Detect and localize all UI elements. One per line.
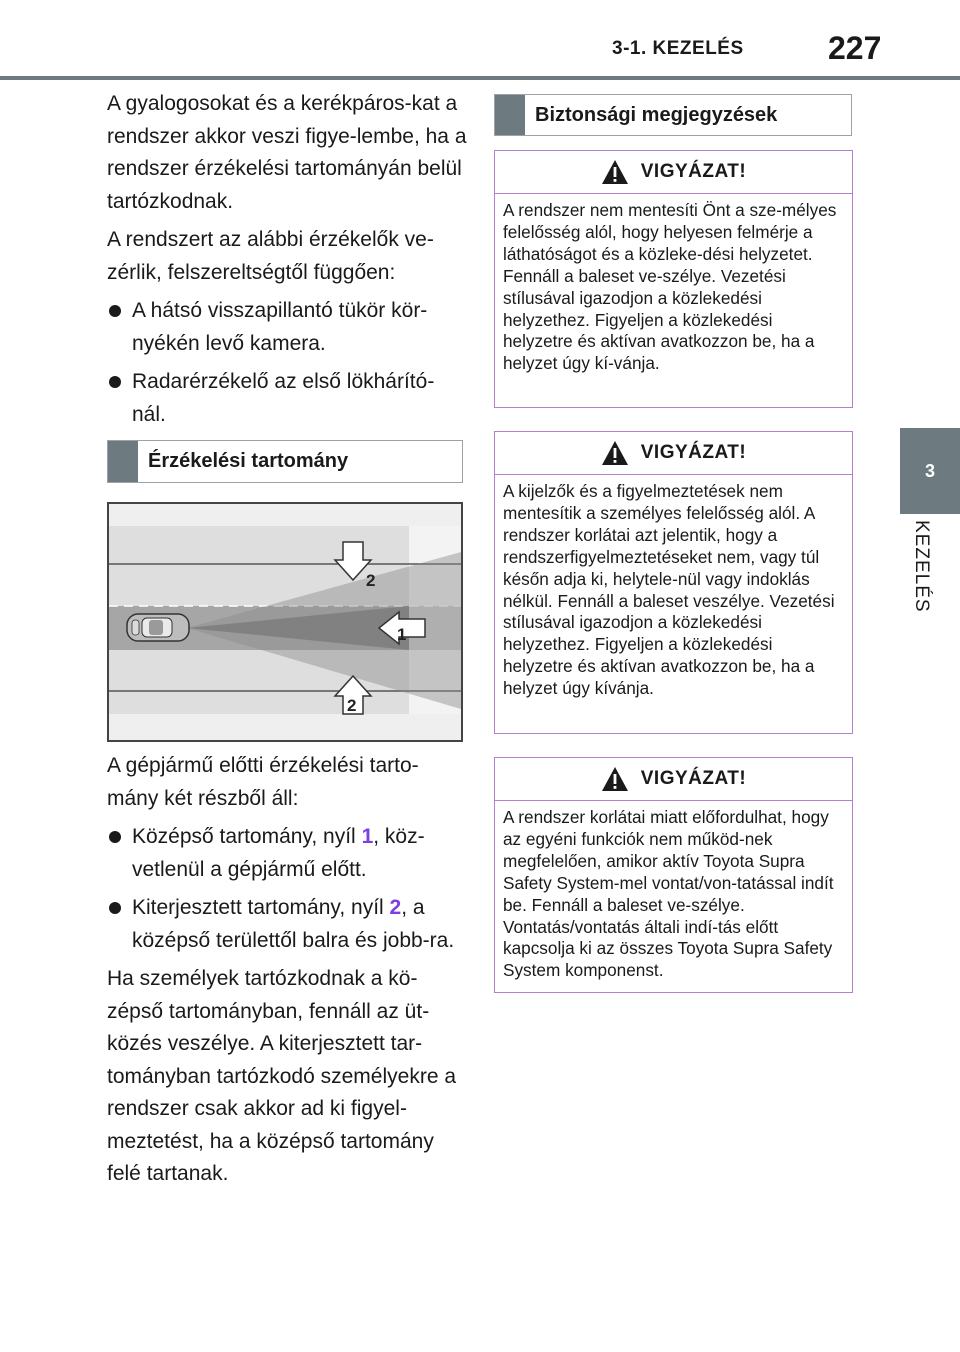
range-item-extended-number: 2 [389, 896, 402, 919]
intro-paragraph-2: A rendszert az alábbi érzékelők ve-zérlik, felszereltségtől függően: [107, 228, 434, 284]
warning-text: A kijelzők és a figyelmeztetések nem mentesítik a személyes felelősség alól. A rendszer korlátai azt jelentik, hogy a rendszerfigyelmeztetéseket nem, vagy túl későn adja ki, helytele-nül vagy indoklás nélkül. Fennáll a baleset veszélye. Vezetési stílusával igazodjon a közlekedési helyzethez. Figyeljen a közlekedési helyzetre és aktívan avatkozzon be, ha a helyzet úgy kívánja. [503, 481, 835, 699]
warning-triangle-icon [601, 766, 629, 792]
warning-title: VIGYÁZAT! [640, 161, 747, 182]
range-item-extended-prefix: Kiterjesztett tartomány, nyíl [132, 896, 390, 919]
detection-range-diagram [107, 502, 463, 742]
header-rule [0, 76, 960, 80]
range-heading-box [107, 440, 463, 483]
warning-box-2 [494, 431, 853, 734]
chapter-label-text: KEZELÉS [911, 520, 932, 613]
range-item-extended-suffix: , a középső területtől balra és jobb-ra. [132, 896, 455, 952]
range-item-central-suffix: , köz-vetlenül a gépjármű előtt. [132, 825, 425, 881]
range-item-extended [107, 892, 467, 957]
chapter-tab: 3 [900, 428, 960, 514]
warning-title: VIGYÁZAT! [640, 442, 747, 463]
sensor-item-camera: A hátsó visszapillantó tükör kör-nyékén levő kamera. [107, 295, 467, 360]
closing-paragraph: Ha személyek tartózkodnak a kö-zépső tartományban, fennáll az üt-közés veszélye. A kiterjesztett tar-tományban tartózkodó személyekre a rendszer csak akkor ad ki figyel-meztetést, ha a középső tartomány felé tartanak. [107, 967, 457, 1185]
range-heading: Érzékelési tartomány [148, 450, 349, 472]
safety-heading: Biztonsági megjegyzések [535, 103, 778, 126]
range-description-block [107, 750, 467, 1191]
range-item-central-number: 1 [361, 825, 374, 848]
arrow-top-label: 2 [366, 571, 376, 590]
heading-bar [495, 95, 525, 135]
intro-block [107, 88, 467, 431]
range-item-central [107, 821, 467, 886]
warning-header [495, 432, 852, 475]
page-number: 227 [828, 30, 882, 66]
warning-text: A rendszer nem mentesíti Önt a sze-mélyes felelősség alól, hogy helyesen felmérje a láthatóságot és a közleke-dési helyzetet. Fennáll a baleset ve-szélye. Vezetési stílusával igazodjon a közlekedési helyzethez. Figyeljen a közlekedési helyzetre és aktívan avatkozzon be, ha a helyzet úgy kí-vánja. [503, 200, 837, 374]
sensor-item-radar: Radarérzékelő az első lökhárító-nál. [107, 366, 467, 431]
section-title: 3-1. KEZELÉS [612, 38, 744, 59]
heading-bar [108, 441, 138, 482]
warning-title: VIGYÁZAT! [640, 768, 747, 789]
detection-range-illustration [109, 504, 461, 740]
intro-paragraph-1: A gyalogosokat és a kerékpáros-kat a rendszer akkor veszi figye-lembe, ha a rendszer érzékelési tartományán belül tartózkodnak. [107, 92, 467, 213]
chapter-label [902, 520, 942, 630]
warning-header [495, 758, 852, 801]
warning-triangle-icon [601, 440, 629, 466]
warning-triangle-icon [601, 159, 629, 185]
warning-header [495, 151, 852, 194]
car-icon [127, 614, 189, 641]
arrow-bottom-label: 2 [347, 696, 357, 715]
arrow-middle-label: 1 [397, 625, 407, 644]
safety-heading-box [494, 94, 852, 136]
warning-text: A rendszer korlátai miatt előfordulhat, hogy az egyéni funkciók nem működ-nek megfelelően, amikor aktív Toyota Supra Safety System-mel vontat/von-tatással indít be. Fennáll a baleset ve-szélye. Vontatás/vontatás általi indí-tás előtt kapcsolja ki az összes Toyota Supra Safety System komponenst. [503, 807, 834, 981]
warning-box-1 [494, 150, 853, 408]
warning-box-3 [494, 757, 853, 993]
range-item-central-prefix: Középső tartomány, nyíl [132, 825, 362, 848]
range-text: A gépjármű előtti érzékelési tarto-mány két részből áll: [107, 754, 419, 810]
